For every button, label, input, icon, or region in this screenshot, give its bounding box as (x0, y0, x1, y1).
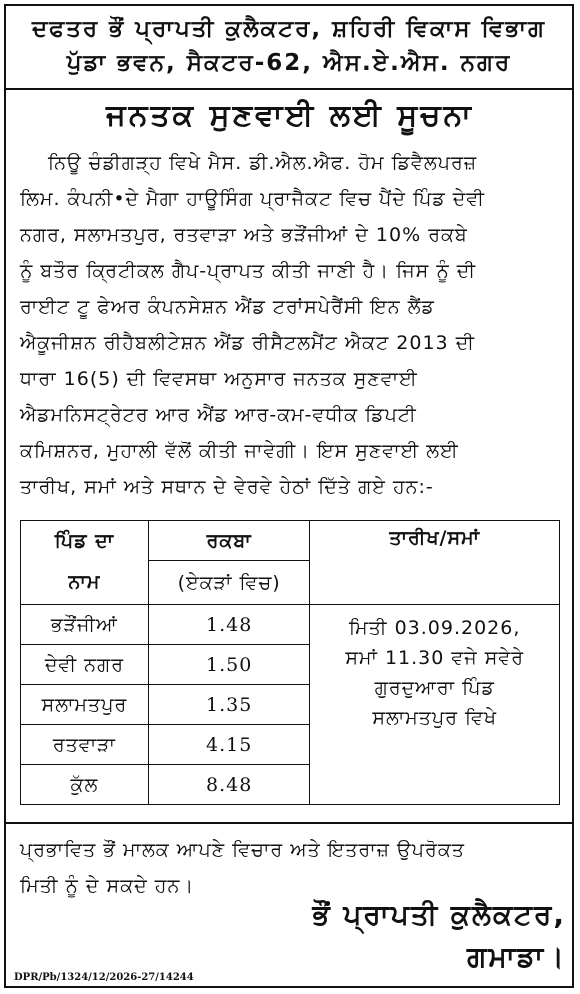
section-divider (4, 822, 574, 824)
village-name: ਰਤਵਾੜਾ (21, 725, 149, 765)
area-value: 1.35 (148, 685, 310, 725)
notice-line: ਲਿਮ. ਕੰਪਨੀ•ਦੇ ਮੈਗਾ ਹਾਊਸਿੰਗ ਪ੍ਰਾਜੈਕਟ ਵਿਚ ਪੈਂਦੇ ਪਿੰਡ ਦੇਵੀ (20, 188, 485, 210)
affected-owners-line: ਮਿਤੀ ਨੂੰ ਦੇ ਸਕਦੇ ਹਨ। (20, 875, 195, 897)
date-time-header: ਤਾਰੀਖ/ਸਮਾਂ (310, 521, 560, 605)
notice-line: ਤਾਰੀਖ, ਸਮਾਂ ਅਤੇ ਸਥਾਨ ਦੇ ਵੇਰਵੇ ਹੇਠਾਂ ਦਿੱਤੇ ਗਏ ਹਨ:- (20, 476, 434, 498)
notice-line: ਰਾਈਟ ਟੂ ਫੇਅਰ ਕੰਪਨਸੇਸ਼ਨ ਐਂਡ ਟਰਾਂਸਪੇਰੈਂਸੀ ਇਨ ਲੈਂਡ (20, 296, 435, 318)
signatory-title: ਭੌਂ ਪ੍ਰਾਪਤੀ ਕੁਲੈਕਟਰ, (312, 898, 566, 931)
area-value: 1.48 (148, 605, 310, 645)
notice-line: ਧਾਰਾ 16(5) ਦੀ ਵਿਵਸਥਾ ਅਨੁਸਾਰ ਜਨਤਕ ਸੁਣਵਾਈ (20, 368, 418, 390)
notice-header (4, 4, 574, 90)
release-code: DPR/Pb/1324/12/2026-27/14244 (14, 972, 194, 983)
total-label: ਕੁੱਲ (21, 765, 149, 805)
schedule-time: ਸਮਾਂ 11.30 ਵਜੇ ਸਵੇਰੇ (345, 647, 525, 669)
table-row (21, 605, 560, 645)
total-area: 8.48 (148, 765, 310, 805)
area-value: 1.50 (148, 645, 310, 685)
schedule-place: ਸਲਾਮਤਪੁਰ ਵਿਖੇ (372, 707, 498, 729)
acquisition-table (20, 520, 560, 805)
notice-line: ਐਕੂਜੀਸ਼ਨ ਰੀਹੈਬਲੀਟੇਸ਼ਨ ਐਂਡ ਰੀਸੈਟਲਮੈਂਟ ਐਕਟ 2013 ਦੀ (20, 332, 475, 354)
schedule-venue: ਗੁਰਦੁਆਰਾ ਪਿੰਡ (374, 677, 495, 699)
area-unit-header: (ਏਕੜਾਂ ਵਿਚ) (148, 561, 310, 605)
affected-owners-line: ਪ੍ਰਭਾਵਿਤ ਭੌਂ ਮਾਲਕ ਆਪਣੇ ਵਿਚਾਰ ਅਤੇ ਇਤਰਾਜ਼ ਉਪਰੋਕਤ (20, 839, 465, 861)
area-value: 4.15 (148, 725, 310, 765)
signatory-office: ਗਮਾਡਾ। (466, 940, 566, 973)
area-header: ਰਕਬਾ (148, 521, 310, 561)
notice-line: ਨਗਰ, ਸਲਾਮਤਪੁਰ, ਰਤਵਾੜਾ ਅਤੇ ਭੜੌਂਜੀਆਂ ਦੇ 10% ਰਕਬੇ (20, 224, 468, 246)
village-name: ਭੜੌਂਜੀਆਂ (21, 605, 149, 645)
office-name: ਦਫਤਰ ਭੌਂ ਪ੍ਰਾਪਤੀ ਕੁਲੈਕਟਰ, ਸ਼ਹਿਰੀ ਵਿਕਾਸ ਵਿਭਾਗ (31, 16, 547, 42)
village-name: ਸਲਾਮਤਪੁਰ (21, 685, 149, 725)
village-name-header-line2: ਨਾਮ (21, 561, 149, 605)
notice-title: ਜਨਤਕ ਸੁਣਵਾਈ ਲਈ ਸੂਚਨਾ (106, 98, 474, 133)
schedule-cell (310, 605, 560, 805)
notice-line: ਨੂੰ ਬਤੌਰ ਕ੍ਰਿਟੀਕਲ ਗੈਪ-ਪ੍ਰਾਪਤ ਕੀਤੀ ਜਾਣੀ ਹੈ। ਜਿਸ ਨੂੰ ਦੀ (20, 260, 477, 282)
village-name: ਦੇਵੀ ਨਗਰ (21, 645, 149, 685)
notice-line: ਨਿਊ ਚੰਡੀਗੜ੍ਹ ਵਿਖੇ ਮੈਸ. ਡੀ.ਐਲ.ਐਫ. ਹੋਮ ਡਿਵੈਲਪਰਜ਼ (48, 152, 478, 174)
schedule-date: ਮਿਤੀ 03.09.2026, (349, 617, 521, 639)
notice-line: ਕਮਿਸ਼ਨਰ, ਮੁਹਾਲੀ ਵੱਲੋਂ ਕੀਤੀ ਜਾਵੇਗੀ। ਇਸ ਸੁਣਵਾਈ ਲਈ (20, 440, 459, 462)
office-address: ਪੁੱਡਾ ਭਵਨ, ਸੈਕਟਰ-62, ਐਸ.ਏ.ਐਸ. ਨਗਰ (66, 50, 512, 76)
village-name-header: ਪਿੰਡ ਦਾ (21, 521, 149, 561)
notice-line: ਐਡਮਨਿਸਟ੍ਰੇਟਰ ਆਰ ਐਂਡ ਆਰ-ਕਮ-ਵਧੀਕ ਡਿਪਟੀ (20, 404, 417, 426)
